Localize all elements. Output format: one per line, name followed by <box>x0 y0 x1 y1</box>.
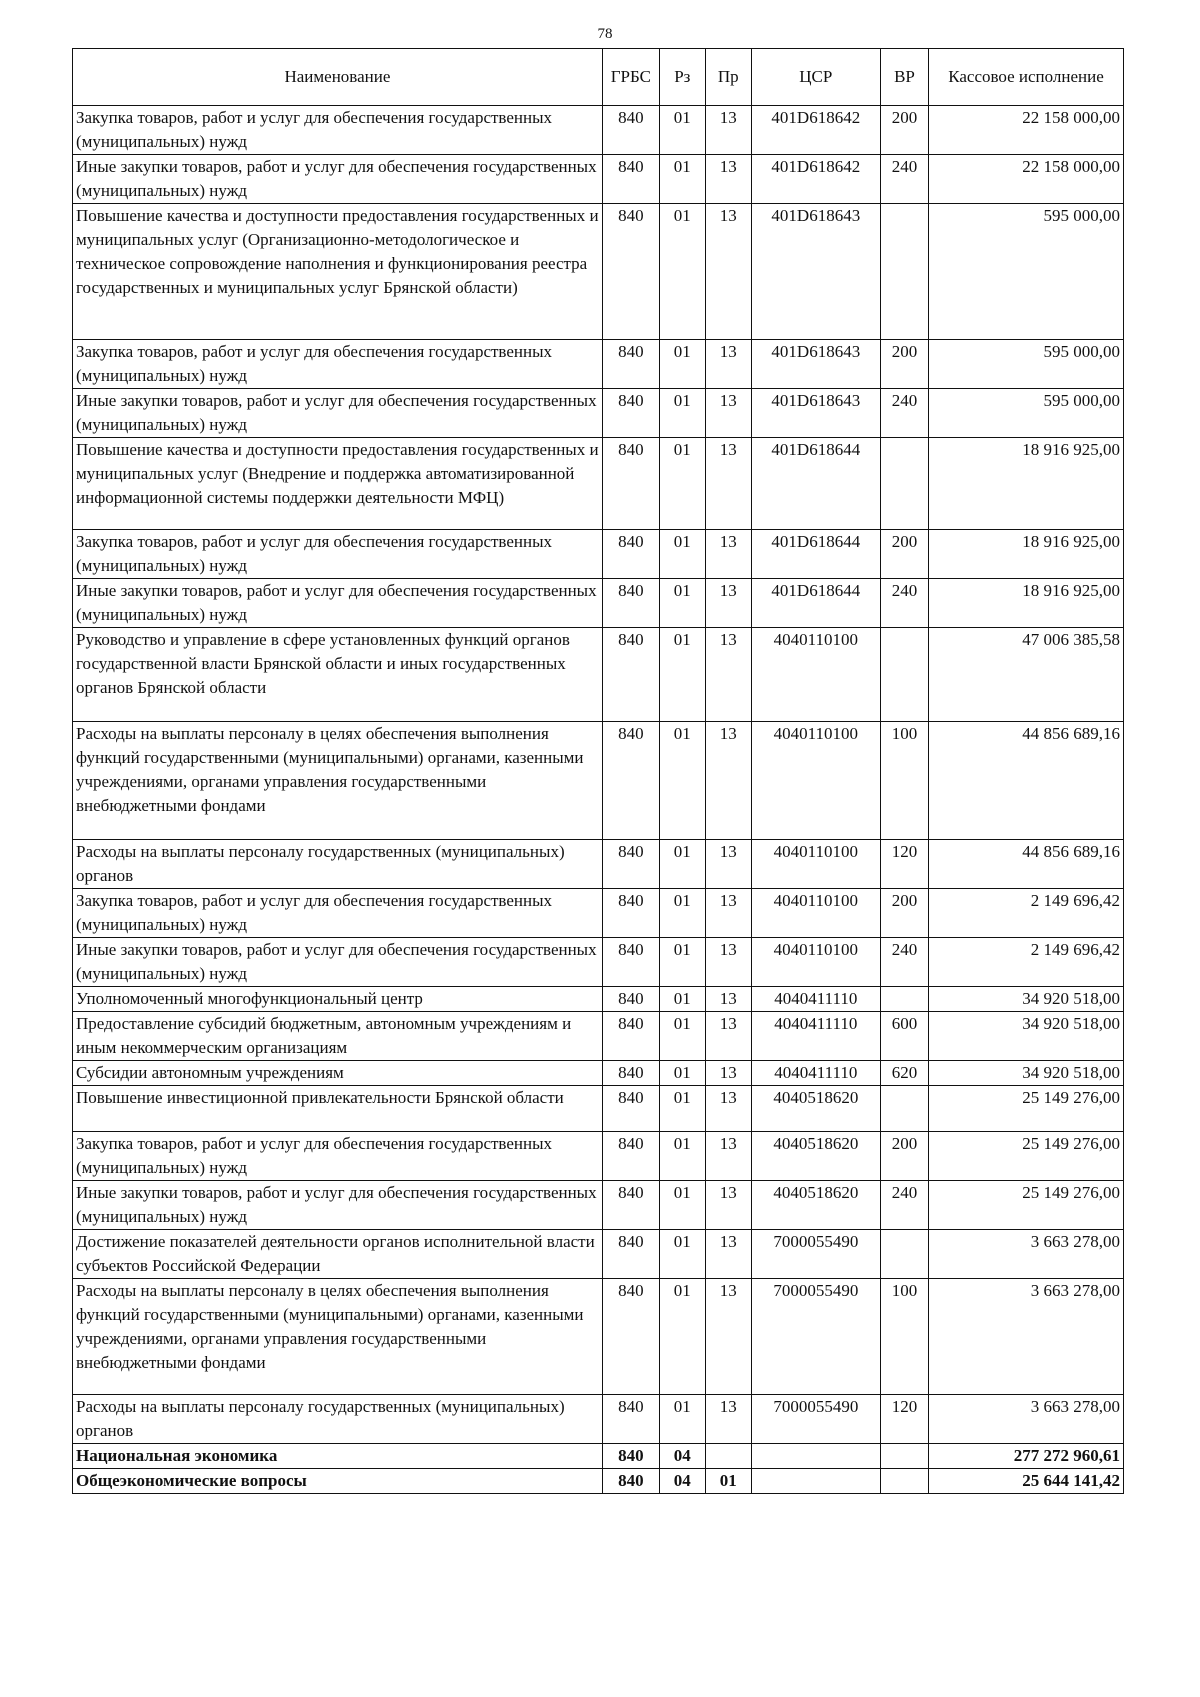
cell-name: Закупка товаров, работ и услуг для обеспечения государственных (муниципальных) нужд <box>73 1132 603 1181</box>
cell-grbs: 840 <box>602 987 659 1012</box>
table-row <box>73 106 1124 155</box>
cell-csr: 4040518620 <box>751 1181 880 1230</box>
cell-grbs: 840 <box>602 1469 659 1494</box>
cell-csr: 401D618642 <box>751 155 880 204</box>
cell-csr <box>751 1444 880 1469</box>
cell-csr: 401D618643 <box>751 389 880 438</box>
cell-vr: 200 <box>880 106 928 155</box>
table-row <box>73 1230 1124 1279</box>
table-row <box>73 987 1124 1012</box>
cell-name: Закупка товаров, работ и услуг для обеспечения государственных (муниципальных) нужд <box>73 340 603 389</box>
cell-rz: 01 <box>659 987 705 1012</box>
cell-csr: 4040518620 <box>751 1086 880 1132</box>
cell-grbs: 840 <box>602 1444 659 1469</box>
cell-grbs: 840 <box>602 389 659 438</box>
cell-grbs: 840 <box>602 530 659 579</box>
cell-rz: 01 <box>659 155 705 204</box>
table-row <box>73 1086 1124 1132</box>
cell-rz: 01 <box>659 1012 705 1061</box>
cell-rz: 01 <box>659 1230 705 1279</box>
header-csr: ЦСР <box>751 49 880 106</box>
cell-amount: 25 149 276,00 <box>929 1181 1124 1230</box>
cell-pr: 13 <box>705 1279 751 1395</box>
table-row-subsection-total <box>73 1469 1124 1494</box>
cell-name: Субсидии автономным учреждениям <box>73 1061 603 1086</box>
cell-amount: 47 006 385,58 <box>929 628 1124 722</box>
table-row <box>73 579 1124 628</box>
cell-rz: 01 <box>659 1132 705 1181</box>
cell-vr: 120 <box>880 1395 928 1444</box>
table-row <box>73 1395 1124 1444</box>
cell-rz: 01 <box>659 579 705 628</box>
table-row <box>73 889 1124 938</box>
table-row-section-total <box>73 1444 1124 1469</box>
cell-amount: 25 644 141,42 <box>929 1469 1124 1494</box>
cell-csr: 401D618642 <box>751 106 880 155</box>
cell-rz: 04 <box>659 1444 705 1469</box>
table-row <box>73 530 1124 579</box>
cell-vr: 200 <box>880 1132 928 1181</box>
cell-amount: 22 158 000,00 <box>929 106 1124 155</box>
cell-grbs: 840 <box>602 204 659 340</box>
cell-csr: 4040411110 <box>751 1061 880 1086</box>
cell-csr: 4040110100 <box>751 628 880 722</box>
cell-pr: 13 <box>705 204 751 340</box>
table-row <box>73 938 1124 987</box>
cell-vr: 100 <box>880 722 928 840</box>
cell-rz: 01 <box>659 106 705 155</box>
cell-amount: 3 663 278,00 <box>929 1230 1124 1279</box>
cell-name: Расходы на выплаты персоналу государственных (муниципальных) органов <box>73 840 603 889</box>
cell-amount: 34 920 518,00 <box>929 987 1124 1012</box>
cell-name: Руководство и управление в сфере установленных функций органов государственной власти Брянской области и иных государственных органов Брянской области <box>73 628 603 722</box>
cell-vr <box>880 1230 928 1279</box>
cell-csr: 4040110100 <box>751 889 880 938</box>
cell-grbs: 840 <box>602 889 659 938</box>
cell-pr: 13 <box>705 1086 751 1132</box>
cell-name: Иные закупки товаров, работ и услуг для обеспечения государственных (муниципальных) нужд <box>73 389 603 438</box>
cell-vr: 200 <box>880 340 928 389</box>
cell-pr <box>705 1444 751 1469</box>
cell-amount: 22 158 000,00 <box>929 155 1124 204</box>
cell-rz: 01 <box>659 1086 705 1132</box>
budget-execution-table <box>72 48 1124 1494</box>
cell-vr <box>880 987 928 1012</box>
cell-rz: 01 <box>659 628 705 722</box>
cell-name: Повышение качества и доступности предоставления государственных и муниципальных услуг (Внедрение и поддержка автоматизированной информационной системы поддержки деятельности МФЦ) <box>73 438 603 530</box>
cell-vr <box>880 628 928 722</box>
cell-name: Достижение показателей деятельности органов исполнительной власти субъектов Российской Федерации <box>73 1230 603 1279</box>
cell-amount: 25 149 276,00 <box>929 1086 1124 1132</box>
header-vr: ВР <box>880 49 928 106</box>
cell-name: Иные закупки товаров, работ и услуг для обеспечения государственных (муниципальных) нужд <box>73 1181 603 1230</box>
cell-name: Расходы на выплаты персоналу государственных (муниципальных) органов <box>73 1395 603 1444</box>
cell-pr: 13 <box>705 628 751 722</box>
cell-pr: 13 <box>705 1395 751 1444</box>
cell-csr: 401D618644 <box>751 530 880 579</box>
cell-rz: 01 <box>659 1061 705 1086</box>
cell-csr: 7000055490 <box>751 1279 880 1395</box>
cell-vr: 100 <box>880 1279 928 1395</box>
cell-rz: 01 <box>659 340 705 389</box>
cell-grbs: 840 <box>602 1061 659 1086</box>
cell-grbs: 840 <box>602 1012 659 1061</box>
cell-rz: 01 <box>659 1279 705 1395</box>
cell-csr: 4040411110 <box>751 987 880 1012</box>
cell-name: Закупка товаров, работ и услуг для обеспечения государственных (муниципальных) нужд <box>73 530 603 579</box>
table-row <box>73 840 1124 889</box>
cell-pr: 01 <box>705 1469 751 1494</box>
table-row <box>73 628 1124 722</box>
cell-vr <box>880 1469 928 1494</box>
cell-name: Расходы на выплаты персоналу в целях обеспечения выполнения функций государственными (муниципальными) органами, казенными учреждениями, органами управления государственными внебюджетными фондами <box>73 1279 603 1395</box>
cell-vr: 620 <box>880 1061 928 1086</box>
cell-grbs: 840 <box>602 438 659 530</box>
cell-vr: 200 <box>880 530 928 579</box>
cell-csr: 401D618644 <box>751 579 880 628</box>
cell-pr: 13 <box>705 987 751 1012</box>
cell-pr: 13 <box>705 938 751 987</box>
cell-name: Уполномоченный многофункциональный центр <box>73 987 603 1012</box>
cell-amount: 3 663 278,00 <box>929 1395 1124 1444</box>
cell-name: Национальная экономика <box>73 1444 603 1469</box>
cell-name: Иные закупки товаров, работ и услуг для обеспечения государственных (муниципальных) нужд <box>73 579 603 628</box>
cell-grbs: 840 <box>602 1086 659 1132</box>
cell-name: Предоставление субсидий бюджетным, автономным учреждениям и иным некоммерческим организациям <box>73 1012 603 1061</box>
table-row <box>73 155 1124 204</box>
table-row <box>73 389 1124 438</box>
cell-pr: 13 <box>705 1230 751 1279</box>
cell-vr: 240 <box>880 1181 928 1230</box>
header-rz: Рз <box>659 49 705 106</box>
cell-name: Расходы на выплаты персоналу в целях обеспечения выполнения функций государственными (муниципальными) органами, казенными учреждениями, органами управления государственными внебюджетными фондами <box>73 722 603 840</box>
cell-pr: 13 <box>705 438 751 530</box>
cell-amount: 44 856 689,16 <box>929 722 1124 840</box>
cell-amount: 595 000,00 <box>929 204 1124 340</box>
cell-vr <box>880 1086 928 1132</box>
cell-pr: 13 <box>705 1181 751 1230</box>
table-row <box>73 204 1124 340</box>
cell-pr: 13 <box>705 1132 751 1181</box>
cell-pr: 13 <box>705 579 751 628</box>
cell-vr <box>880 204 928 340</box>
cell-vr: 240 <box>880 938 928 987</box>
cell-csr: 7000055490 <box>751 1230 880 1279</box>
cell-name: Общеэкономические вопросы <box>73 1469 603 1494</box>
cell-csr: 4040110100 <box>751 722 880 840</box>
cell-csr: 401D618643 <box>751 340 880 389</box>
cell-vr: 120 <box>880 840 928 889</box>
cell-csr: 4040518620 <box>751 1132 880 1181</box>
cell-name: Повышение инвестиционной привлекательности Брянской области <box>73 1086 603 1132</box>
cell-rz: 01 <box>659 840 705 889</box>
cell-pr: 13 <box>705 840 751 889</box>
cell-csr: 4040110100 <box>751 938 880 987</box>
cell-csr <box>751 1469 880 1494</box>
cell-csr: 401D618644 <box>751 438 880 530</box>
cell-csr: 7000055490 <box>751 1395 880 1444</box>
cell-amount: 595 000,00 <box>929 389 1124 438</box>
cell-grbs: 840 <box>602 1132 659 1181</box>
cell-grbs: 840 <box>602 340 659 389</box>
cell-pr: 13 <box>705 389 751 438</box>
cell-vr: 200 <box>880 889 928 938</box>
cell-grbs: 840 <box>602 628 659 722</box>
header-grbs: ГРБС <box>602 49 659 106</box>
header-name: Наименование <box>73 49 603 106</box>
cell-grbs: 840 <box>602 840 659 889</box>
cell-amount: 34 920 518,00 <box>929 1012 1124 1061</box>
cell-rz: 01 <box>659 204 705 340</box>
cell-vr: 600 <box>880 1012 928 1061</box>
cell-pr: 13 <box>705 1061 751 1086</box>
cell-amount: 25 149 276,00 <box>929 1132 1124 1181</box>
cell-rz: 01 <box>659 1395 705 1444</box>
table-row <box>73 340 1124 389</box>
table-row <box>73 1181 1124 1230</box>
cell-rz: 01 <box>659 938 705 987</box>
page-number: 78 <box>597 26 613 42</box>
table-row <box>73 1279 1124 1395</box>
cell-vr <box>880 438 928 530</box>
cell-pr: 13 <box>705 530 751 579</box>
cell-name: Иные закупки товаров, работ и услуг для обеспечения государственных (муниципальных) нужд <box>73 938 603 987</box>
cell-amount: 18 916 925,00 <box>929 530 1124 579</box>
cell-rz: 01 <box>659 1181 705 1230</box>
cell-amount: 2 149 696,42 <box>929 889 1124 938</box>
cell-amount: 34 920 518,00 <box>929 1061 1124 1086</box>
cell-pr: 13 <box>705 340 751 389</box>
cell-pr: 13 <box>705 1012 751 1061</box>
cell-amount: 44 856 689,16 <box>929 840 1124 889</box>
cell-rz: 01 <box>659 389 705 438</box>
cell-rz: 04 <box>659 1469 705 1494</box>
table-row <box>73 722 1124 840</box>
cell-amount: 18 916 925,00 <box>929 579 1124 628</box>
cell-name: Повышение качества и доступности предоставления государственных и муниципальных услуг (Организационно-методологическое и техническое сопровождение наполнения и функционирования реестра государственных и муниципальных услуг Брянской области) <box>73 204 603 340</box>
cell-vr: 240 <box>880 155 928 204</box>
table-row <box>73 1012 1124 1061</box>
cell-amount: 595 000,00 <box>929 340 1124 389</box>
cell-name: Закупка товаров, работ и услуг для обеспечения государственных (муниципальных) нужд <box>73 106 603 155</box>
cell-grbs: 840 <box>602 1395 659 1444</box>
cell-csr: 401D618643 <box>751 204 880 340</box>
header-pr: Пр <box>705 49 751 106</box>
cell-name: Иные закупки товаров, работ и услуг для обеспечения государственных (муниципальных) нужд <box>73 155 603 204</box>
cell-grbs: 840 <box>602 106 659 155</box>
cell-rz: 01 <box>659 438 705 530</box>
cell-amount: 2 149 696,42 <box>929 938 1124 987</box>
cell-pr: 13 <box>705 155 751 204</box>
cell-pr: 13 <box>705 889 751 938</box>
cell-amount: 3 663 278,00 <box>929 1279 1124 1395</box>
cell-csr: 4040110100 <box>751 840 880 889</box>
cell-amount: 277 272 960,61 <box>929 1444 1124 1469</box>
cell-grbs: 840 <box>602 938 659 987</box>
cell-csr: 4040411110 <box>751 1012 880 1061</box>
cell-amount: 18 916 925,00 <box>929 438 1124 530</box>
cell-name: Закупка товаров, работ и услуг для обеспечения государственных (муниципальных) нужд <box>73 889 603 938</box>
cell-pr: 13 <box>705 722 751 840</box>
cell-grbs: 840 <box>602 1181 659 1230</box>
cell-vr: 240 <box>880 579 928 628</box>
cell-rz: 01 <box>659 722 705 840</box>
header-amount: Кассовое исполнение <box>929 49 1124 106</box>
table-row <box>73 1132 1124 1181</box>
table-row <box>73 1061 1124 1086</box>
cell-grbs: 840 <box>602 1279 659 1395</box>
cell-grbs: 840 <box>602 1230 659 1279</box>
cell-vr <box>880 1444 928 1469</box>
cell-grbs: 840 <box>602 155 659 204</box>
cell-vr: 240 <box>880 389 928 438</box>
table-header-row <box>73 49 1124 106</box>
table-row <box>73 438 1124 530</box>
cell-rz: 01 <box>659 530 705 579</box>
cell-grbs: 840 <box>602 722 659 840</box>
cell-grbs: 840 <box>602 579 659 628</box>
cell-rz: 01 <box>659 889 705 938</box>
cell-pr: 13 <box>705 106 751 155</box>
